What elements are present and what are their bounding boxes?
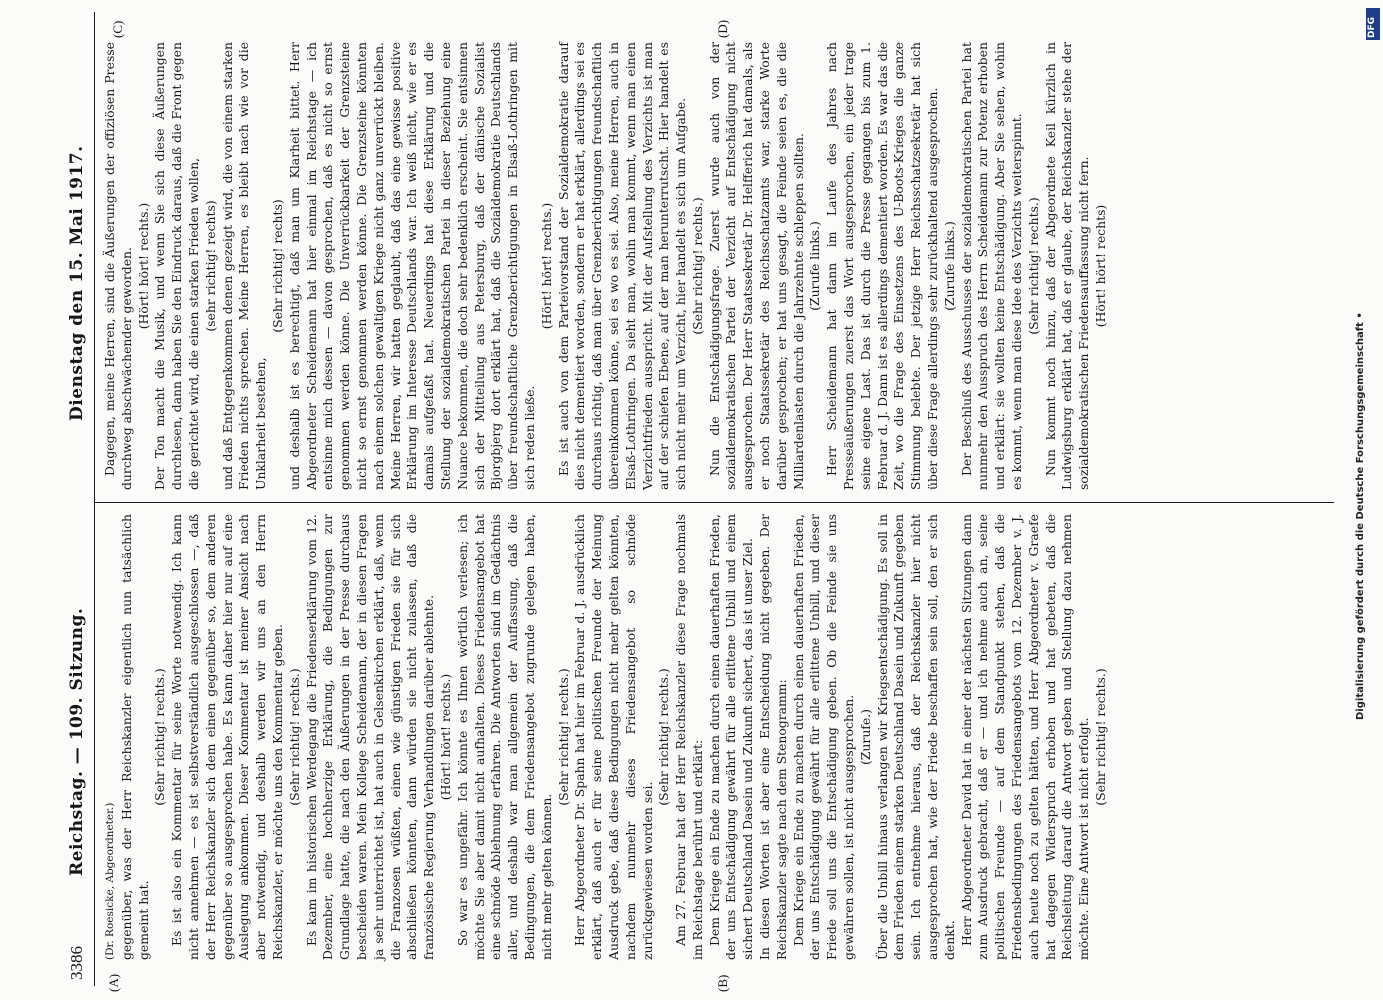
paragraph: Es ist auch von dem Parteivorstand der Sozialdemokratie darauf dies nicht dementiert worden, sondern er hat erklärt, allerdings sei es durchaus richtig, daß man über Grenzberichtigungen freundschaftlich übereinkommen könne, sei es wo es sei. Also, meine Herren, auch in Elsaß-Lothringen. Da sieht man, wohin man kommt, wenn man einen Verzichtfrieden ausspricht. Mit der Aufstellung des Verzichts ist man auf der schiefen Ebene, auf der man herunterrutscht. Hier handelt es sich nicht mehr um Verzicht, hier handelt es sich um Aufgabe. [555, 42, 689, 490]
paragraph: Es ist also ein Kommentar für seine Worte notwendig. Ich kann nicht annehmen — es ist selbstverständlich ausgeschlossen —, daß der Herr Reichskanzler sich dem einen gegenüber so, dem anderen gegenüber so ausgesprochen habe. Es kann daher hier nur auf eine Auslegung ankommen. Dieser Kommentar ist meiner Ansicht nach aber notwendig, und deshalb werden wir uns an den Herrn Reichskanzler, er möchte uns den Kommentar geben. [169, 514, 285, 960]
rotated-document-page [50, 0, 1320, 1000]
interjection: (Sehr richtig! rechts.) [555, 668, 571, 806]
dfg-logo [1366, 8, 1380, 40]
interjection: (Sehr richtig! rechts.) [286, 668, 302, 806]
paragraph: In diesen Worten ist aber eine Entscheidung nicht gegeben. Der Reichskanzler sagte nach dem Stenogramm: [757, 514, 789, 960]
interjection: (Sehr richtig! rechts) [269, 199, 285, 333]
interjection: (Hört! hört! rechts) [1093, 204, 1109, 328]
running-title: Reichstag. — 109. Sitzung. [67, 607, 87, 876]
paragraph: Herr Abgeordneter Dr. Spahn hat hier im Februar d. J. ausdrücklich erklärt, daß auch er für seine politischen Freunde der Meinung Ausdruck gebe, daß diese Bedingungen nicht mehr gelten könnten, nachdem nunmehr dieses Friedensangebot so schnöde zurückgewiesen worden sei. [572, 514, 655, 960]
interjection: (Sehr richtig! rechts.) [152, 668, 168, 806]
interjection: (Sehr richtig! rechts.) [1093, 668, 1109, 806]
interjection: (Hört! hört! rechts.) [437, 673, 453, 801]
right-column [102, 42, 1110, 490]
speaker-note: (Dr. Roesicke, Abgeordneter.) [104, 802, 116, 960]
paragraph: Es kam im historischen Werdegang die Friedenserklärung vom 12. Dezember, eine hochherzige Erklärung, die Bedingungen zur Grundlage hatte, die nach den Äußerungen in der Presse durchaus bescheiden waren. Mein Kollege Scheidemann, der in diesen Fragen ja sehr unterrichtet ist, hat auch in Gelsenkirchen erklärt, daß, wenn die Franzosen wüßten, einen wie günstigen Frieden sie für sich abschließen könnten, dann würden sie nicht zulassen, daß die französische Regierung Verhandlungen darüber ablehnte. [303, 514, 437, 960]
paragraph: Dagegen, meine Herren, sind die Äußerungen der offiziösen Presse durchweg abschwächender geworden. [102, 42, 134, 490]
paragraph: So war es ungefähr. Ich könnte es Ihnen wörtlich verlesen; ich möchte Sie aber damit nicht aufhalten. Dieses Friedensangebot hat eine schnöde Ablehnung erfahren. Die Antworten sind im Gedächtnis aller, und deshalb war man allgemein der Auffassung, daß die Bedingungen, die dem Friedensangebot zugrunde gelegen haben, nicht mehr gelten können. [454, 514, 554, 960]
interjection: (Hört! hört! rechts.) [538, 202, 554, 330]
interjection: (Sehr richtig! rechts.) [1025, 197, 1041, 335]
interjection: (Sehr richtig! rechts.) [689, 197, 705, 335]
paragraph: Herr Scheidemann hat dann im Laufe des Jahres nach Presseäußerungen zuerst das Wort ausgesprochen, ein jeder trage seine eigene Last. Das ist durch die Presse gegangen bis zum 1. Februar d. J. Dann ist es allerdings dementiert worden. Es war das die Zeit, wo die Frage des Einsetzens des U-Boots-Krieges die ganze Stimmung belebte. Der jetzige Herr Reichsschatzsekretär hat sich über diese Frage allerdings sehr zurückhaltend ausgesprochen. [824, 42, 941, 490]
margin-marker-d: (D) [715, 19, 730, 38]
margin-marker-c: (C) [110, 20, 125, 38]
digitization-credit [1355, 20, 1375, 720]
credit-text: Digitalisierung gefördert durch die Deutsche Forschungsgemeinschaft • [1355, 312, 1366, 720]
paragraph: Nun die Entschädigungsfrage. Zuerst wurde auch von der sozialdemokratischen Partei der Verzicht auf Entschädigung nicht ausgesprochen. Der Herr Staatssekretär Dr. Helfferich hat damals, als er noch Staatssekretär des Reichsschatzamts war, starke Worte darüber gesprochen; er hat uns gesagt, die Feinde seien es, die die Milliardenlasten durch die Jahrzehnte schleppen sollten. [706, 42, 806, 490]
paragraph: und daß Entgegenkommen denen gezeigt wird, die von einem starken Frieden nichts sprechen. Meine Herren, es bleibt nach wie vor die Unklarheit bestehen, [219, 42, 269, 490]
paragraph: Nun kommt noch hinzu, daß der Abgeordnete Keil kürzlich in Ludwigsburg erklärt hat, daß er glaube, der Reichskanzler stehe der sozialdemokratischen Friedensauffassung nicht fern. [1042, 42, 1092, 490]
interjection: (Sehr richtig! rechts.) [656, 668, 672, 806]
paragraph: gegenüber, was der Herr Reichskanzler eigentlich nun tatsächlich gemeint hat. [118, 514, 151, 960]
interjection: (Zurufe links.) [941, 221, 957, 311]
paragraph: Der Ton macht die Musik, und wenn Sie sich diese Äußerungen durchlesen, dann haben Sie den Eindruck daraus, daß die Front gegen die gerichtet wird, die einen starken Frieden wollen, [152, 42, 201, 490]
interjection: (Hört! hört! rechts.) [135, 202, 151, 330]
interjection: (sehr richtig! rechts) [202, 200, 218, 332]
quotation: Dem Kriege ein Ende zu machen durch einen dauerhaften Frieden, der uns Entschädigung gewährt für alle erlittene Unbill und einem sichert Deutschland Dasein und Zukunft sichert, das ist unser Ziel. [706, 514, 756, 960]
column-divider [94, 502, 1334, 503]
paragraph: Über die Unbill hinaus verlangen wir Kriegsentschädigung. Es soll in dem Frieden einem starken Deutschland Dasein und Zukunft gegeben sein. Ich entnehme hieraus, daß der Reichskanzler hier nicht ausgesprochen hat, wie der Friede beschaffen sein soll, den er sich denkt. [874, 514, 957, 960]
paragraph: Herr Abgeordneter David hat in einer der nächsten Sitzungen dann zum Ausdruck gebracht, daß er — und ich nehme auch an, seine politischen Freunde — auf dem Standpunkt stehen, daß die Friedensbedingungen des Friedensangebots vom 12. Dezember v. J. auch heute noch zu gelten hätten, und Herr Abgeordneter v. Graefe hat dagegen Widerspruch erhoben und hat gebeten, daß die Reichsleitung darauf die Antwort geben und Stellung dazu nehmen möchte. Eine Antwort ist nicht erfolgt. [958, 514, 1092, 960]
quotation: Dem Kriege ein Ende zu machen durch einen dauerhaften Frieden, der uns Entschädigung gewährt für alle erlittene Unbill, und dieser Friede soll uns die Entschädigung geben. Ob die Feinde sie uns gewähren sollen, ist nicht ausgesprochen. [790, 514, 857, 960]
paragraph: und deshalb ist es berechtigt, daß man um Klarheit bittet. Herr Abgeordneter Scheidemann hat hier einmal im Reichstage — ich entsinne mich dessen — davon gesprochen, daß es nicht so ernst genommen werden könne. Die Unverrückbarkeit der Grenzsteine nicht so ernst genommen werden könne. Die Grenzsteine könnten nach einem solchen gewaltigen Kriege nicht ganz unverrückt bleiben. Meine Herren, wir hatten geglaubt, daß das eine gewisse positive Erklärung im Interesse Deutschlands war. Ich weiß nicht, wie er es damals aufgefaßt hat. Neuerdings hat diese Erklärung und die Stellung der sozialdemokratischen Partei in dieser Beziehung eine Nuance bekommen, die doch sehr bedenklich erscheint. Sie entsinnen sich der Mitteilung aus Petersburg, daß der dänische Sozialist Bjorgbjerg dort erklärt hat, daß die Sozialdemokratie Deutschlands über freundschaftliche Grenzberichtigungen in Elsaß-Lothringen mit sich reden ließe. [286, 42, 537, 490]
page-number: 3386 [67, 946, 86, 980]
session-date: Dienstag den 15. Mai 1917. [67, 145, 87, 421]
margin-marker-a: (A) [106, 973, 121, 992]
paragraph: Am 27. Februar hat der Herr Reichskanzler diese Frage nochmals im Reichstage berührt und erklärt: [673, 514, 705, 960]
left-column [102, 514, 1110, 960]
interjection: (Zurufe.) [857, 708, 873, 766]
interjection: (Zurufe links.) [807, 221, 823, 311]
margin-marker-b: (B) [715, 974, 730, 992]
dfg-logo-text: DFG [1367, 16, 1377, 38]
page-header [64, 12, 95, 986]
paragraph: Der Beschluß des Ausschusses der sozialdemokratischen Partei hat nunmehr den Ausspruch des Herrn Scheidemann zur Potenz erhoben und erklärt: sie wollten keine Entschädigung. Aber Sie sehen, wohin es kommt, wenn man diese Idee des Verzichts weiterspinnt. [958, 42, 1025, 490]
